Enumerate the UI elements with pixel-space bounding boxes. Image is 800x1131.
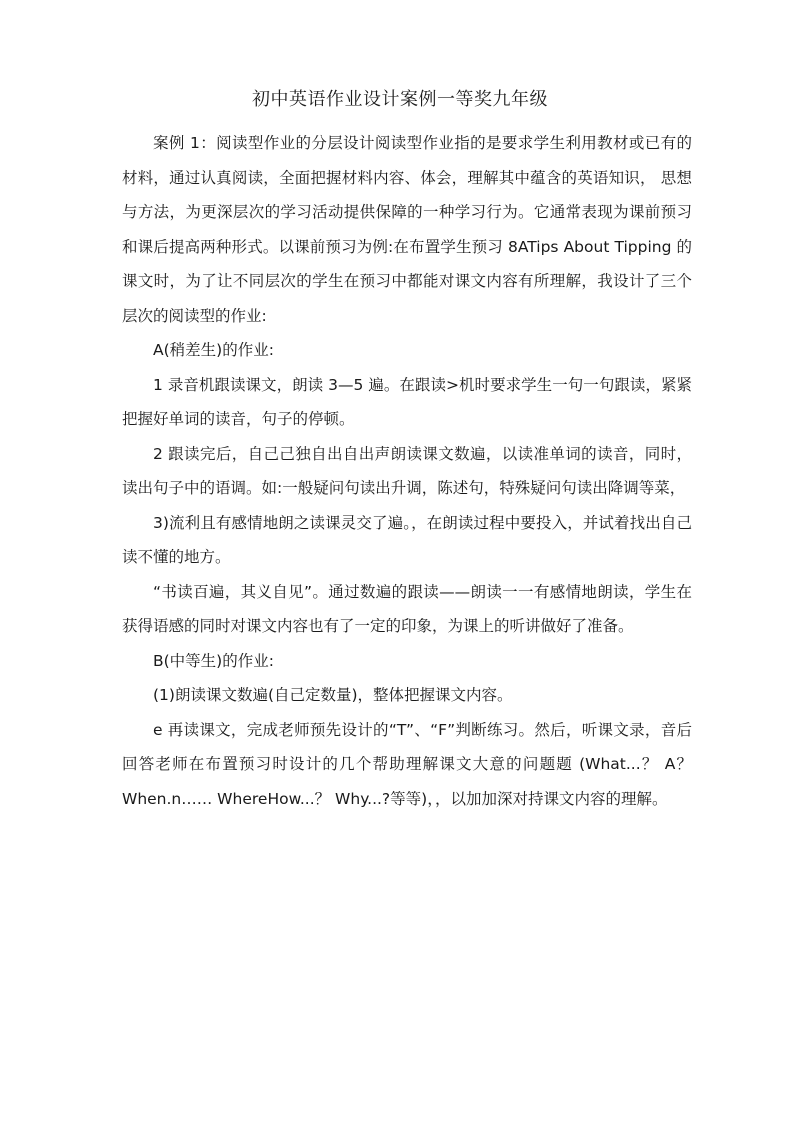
paragraph-a-step-1: 1 录音机跟读课文，朗读 3—5 遍。在跟读>机时要求学生一句一句跟读，紧紧把握好单词的读音，句子的停顿。 bbox=[122, 375, 692, 428]
paragraph-b-step-1: (1)朗读课文数遍(自己定数量)，整体把握课文内容。 bbox=[153, 686, 513, 704]
paragraph-group-a-heading: A(稍差生)的作业: bbox=[153, 341, 274, 359]
paragraph-group-b-heading: B(中等生)的作业: bbox=[153, 651, 274, 670]
paragraph-a-step-3: 3)流利且有感情地朗之读课灵交了遍。，在朗读过程中要投入，并试着找出自己读不懂的地方。 bbox=[122, 513, 692, 566]
document-body bbox=[122, 126, 692, 816]
document-title: 初中英语作业设计案例一等奖九年级 bbox=[252, 89, 548, 110]
paragraph-case-intro: 案例 1：阅读型作业的分层设计阅读型作业指的是要求学生利用教材或已有的材料，通过认真阅读，全面把握材料内容、体会，理解其中蕴含的英语知识， 思想与方法，为更深层次的学习活动提供保障的一种学习行为。它通常表现为课前预习和课后提高两种形式。以课前预习为例:在布置学生预习 8ATips About Tipping 的课文时，为了让不同层次的学生在预习中都能对课文内容有所理解，我设计了三个层次的阅读型的作业: bbox=[122, 134, 692, 325]
paragraph-a-step-2: 2 跟读完后，自己己独自出自出声朗读课文数遍，以读准单词的读音，同时，读出句子中的语调。如:一般疑问句读出升调，陈述句，特殊疑问句读出降调等菜， bbox=[122, 444, 692, 497]
paragraph-b-step-2: e 再读课文，完成老师预先设计的“T”、“F”判断练习。然后，听课文录，音后回答老师在布置预习时设计的几个帮助理解课文大意的问题题 (What...？ A？ When.n…… WhereHow...？ Why...?等等)，，以加加深对持课文内容的理解。 bbox=[122, 720, 692, 808]
paragraph-quote: “书读百遍，其义自见”。通过数遍的跟读——朗读一一有感情地朗读，学生在获得语感的同时对课文内容也有了一定的印象，为课上的听讲做好了准备。 bbox=[122, 582, 692, 635]
